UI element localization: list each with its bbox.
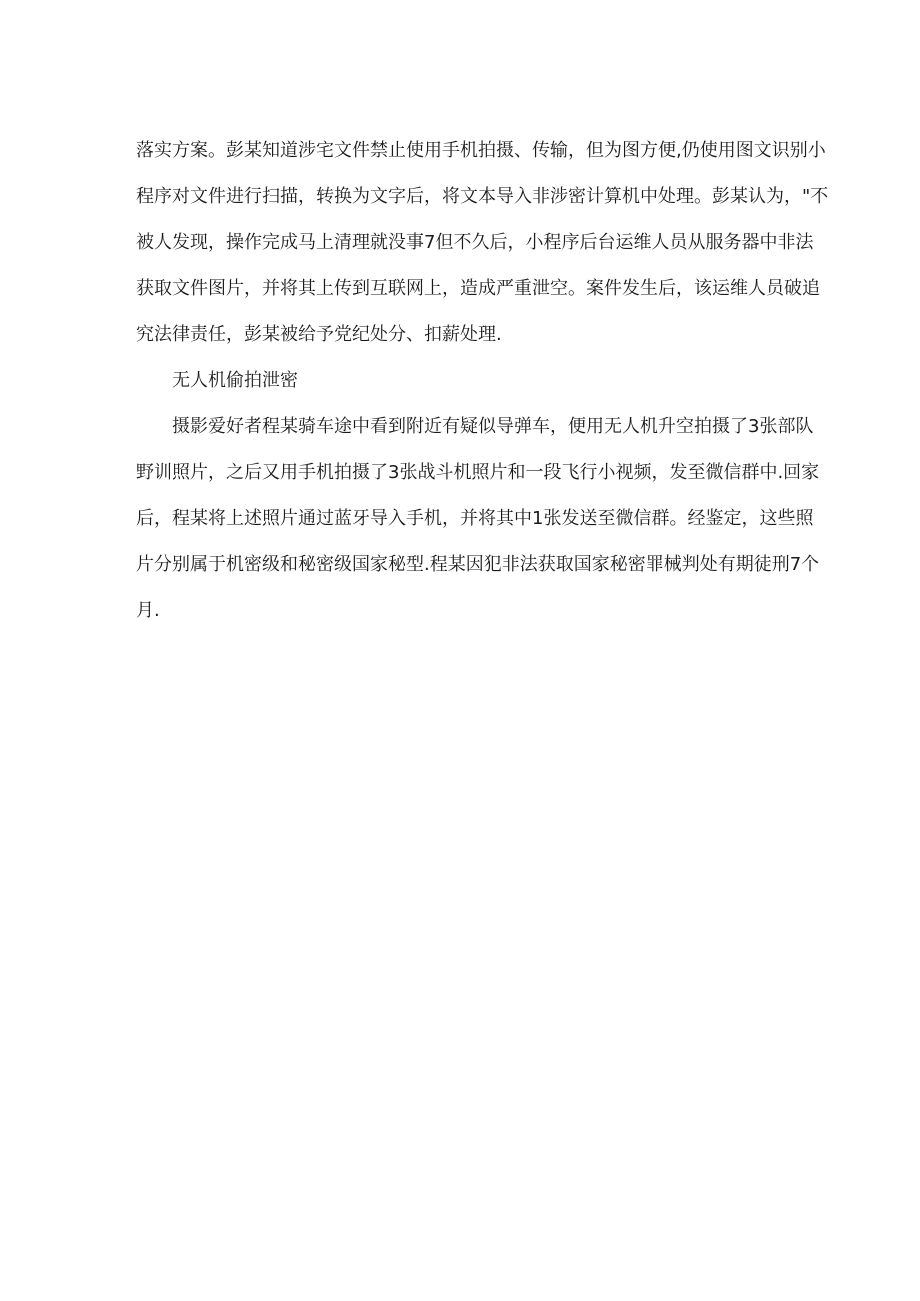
paragraph-line: 被人发现，操作完成马上清理就没事7但不久后，小程序后台运维人员从服务器中非法 [136,232,814,253]
paragraph-line: 野训照片，之后又用手机拍摄了3张战斗机照片和一段飞行小视频，发至微信群中.回家 [136,462,820,483]
section-heading: 无人机偷拍泄密 [172,370,298,391]
paragraph-line: 片分别属于机密级和秘密级国家秘型.程某因犯非法获取国家秘密罪械判处有期徒刑7个 [136,554,820,575]
paragraph-line: 摄影爱好者程某骑车途中看到附近有疑似导弹车，便用无人机升空拍摄了3张部队 [172,416,814,437]
paragraph-line: 后，程某将上述照片通过蓝牙导入手机，并将其中1张发送至微信群。经鉴定，这些照 [136,508,814,529]
paragraph-line: 获取文件图片，并将其上传到互联网上，造成严重泄空。案件发生后，该运维人员破追 [136,278,820,299]
paragraph-line: 究法律责任，彭某被给予党纪处分、扣薪处理. [136,324,502,345]
paragraph-line: 月. [136,600,160,621]
paragraph-line: 落实方案。彭某知道涉宅文件禁止使用手机拍摄、传输，但为图方便,仍使用图文识别小 [136,140,826,161]
document-body [136,128,829,634]
paragraph-line: 程序对文件进行扫描，转换为文字后，将文本导入非涉密计算机中处理。彭某认为，"不 [136,186,829,207]
paragraph-case-2 [136,404,820,634]
paragraph-case-1 [136,128,829,358]
